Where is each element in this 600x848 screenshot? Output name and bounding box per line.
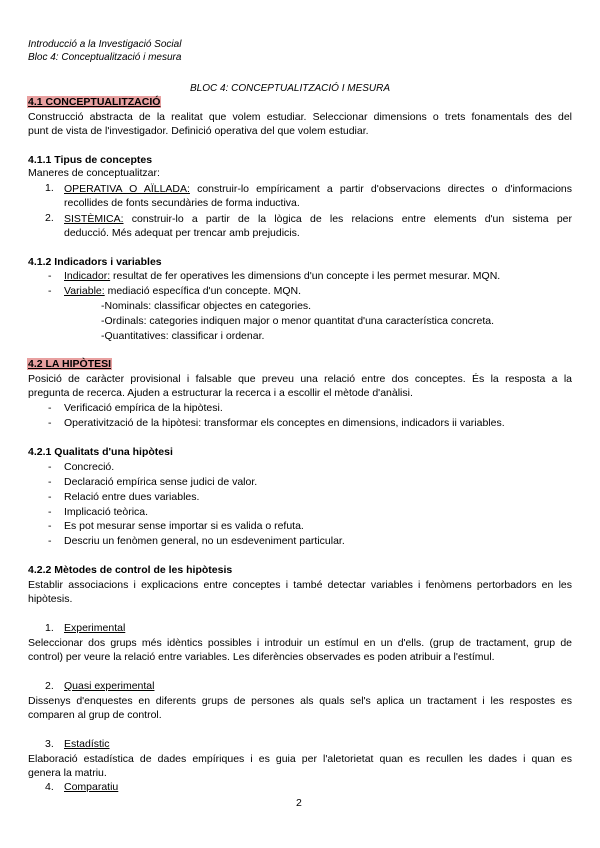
section-4-2-2-line2: hipòtesis. [28,593,73,605]
method-desc-line2: control) per veure la relació entre variables. Les diferències observades es poden atribuir a l'estímul. [28,651,495,663]
section-4-1-1-title: 4.1.1 Tipus de conceptes [28,154,153,166]
dash: - [48,535,52,547]
method-desc-line2: genera la matriu. [28,767,107,779]
method-desc-line1: Dissenys d'enquestes en diferents grups de persones als quals sel's aplica un tractament i les respostes es [28,695,572,707]
method-number: 2. [45,680,54,692]
list-item: Concreció. [64,461,115,473]
term-variable: Variable: [64,285,105,297]
header-course: Introducció a la Investigació Social [28,39,182,50]
list-number: 2. [45,212,54,224]
method-comparatiu: Comparatiu [64,781,119,793]
method-number: 1. [45,622,54,634]
list-item: Operativització de la hipòtesi: transformar els conceptes en dimensions, indicadors ii variables. [64,417,505,429]
method-quasi-experimental: Quasi experimental [64,680,155,692]
method-experimental: Experimental [64,622,126,634]
list-item: Implicació teòrica. [64,506,149,518]
term-indicador: Indicador: [64,270,111,282]
dash: - [48,461,52,473]
list-item-text: mediació específica d'un concepte. MQN. [104,285,302,297]
section-4-2-1-title: 4.2.1 Qualitats d'una hipòtesi [28,446,173,458]
section-4-2-2-title: 4.2.2 Mètodes de control de les hipòtesis [28,564,233,576]
method-number: 4. [45,781,54,793]
dash: - [48,476,52,488]
method-desc-line1: Seleccionar dos grups més idèntics possibles i introduir un estímul en un d'ells. (grup de tractament, grup de [28,637,572,649]
list-item: Declaració empírica sense judici de valor. [64,476,258,488]
dash: - [48,520,52,532]
method-desc-line1: Elaboració estadística de dades empíriques i es guia per l'aletorietat quan es recullen les dades i quan es [28,753,572,765]
section-4-2-2-line1: Establir associacions i explicacions entre conceptes i també detectar variables i fenòmens pertorbadors en les [28,579,572,591]
page-number: 2 [296,797,302,809]
dash: - [48,270,52,282]
method-desc-line2: comparen al grup de control. [28,709,162,721]
term-operativa: OPERATIVA O AÏLLADA: [64,183,190,195]
section-4-1-title: 4.1 CONCEPTUALITZACIÓ [28,96,161,108]
list-item-text: construir-lo a partir de la lògica de les relacions entre elements d'un sistema per [123,213,572,225]
list-item: Descriu un fenòmen general, no un esdeveniment particular. [64,535,345,547]
list-item-text: resultat de fer operatives les dimensions d'un concepte i les permet mesurar. MQN. [110,270,501,282]
section-4-1-line2: punt de vista de l'investigador. Definició operativa del que volem estudiar. [28,125,369,137]
header-block: Bloc 4: Conceptualització i mesura [28,52,182,63]
dash: - [48,506,52,518]
list-item-line1 [64,182,572,196]
list-item: Es pot mesurar sense importar si es valida o refuta. [64,520,304,532]
section-4-1-2-title: 4.1.2 Indicadors i variables [28,256,162,268]
section-4-1-1-intro: Maneres de conceptualitzar: [28,167,160,179]
list-item-line1 [64,212,572,226]
sub-item: -Nominals: classificar objectes en categories. [101,300,312,312]
list-item-line2: deducció. Més adequat per trencar amb prejudicis. [64,227,300,239]
section-4-1-line1: Construcció abstracta de la realitat que volem estudiar. Seleccionar dimensions o trets fonamentals des del [28,111,572,123]
method-number: 3. [45,738,54,750]
dash: - [48,417,52,429]
list-item-text: construir-lo empíricament a partir d'observacions directes o d'informacions [189,183,572,195]
dash: - [48,402,52,414]
dash: - [48,285,52,297]
list-item [64,285,301,298]
term-sistemica: SISTÈMICA: [64,213,124,225]
doc-title: BLOC 4: CONCEPTUALITZACIÓ I MESURA [190,83,391,94]
list-number: 1. [45,182,54,194]
section-4-2-line1: Posició de caràcter provisional i falsable que preveu una relació entre dos conceptes. És la resposta a la [28,373,572,385]
method-estadistic: Estadístic [64,738,110,750]
sub-item: -Quantitatives: classificar i ordenar. [101,330,265,342]
list-item [64,270,500,283]
sub-item: -Ordinals: categories indiquen major o menor quantitat d'una característica concreta. [101,315,495,327]
list-item: Relació entre dues variables. [64,491,200,503]
section-4-1-heading [27,96,161,109]
section-4-2-line2: pregunta de recerca. Ajuden a estructurar la recerca i a escollir el mètode d'anàlisi. [28,387,413,399]
dash: - [48,491,52,503]
section-4-2-title: 4.2 LA HIPÒTESI [28,358,112,370]
list-item-line2: recollides de fonts secundàries de forma inductiva. [64,197,300,209]
list-item: Verificació empírica de la hipòtesi. [64,402,223,414]
section-4-2-heading [27,358,112,371]
